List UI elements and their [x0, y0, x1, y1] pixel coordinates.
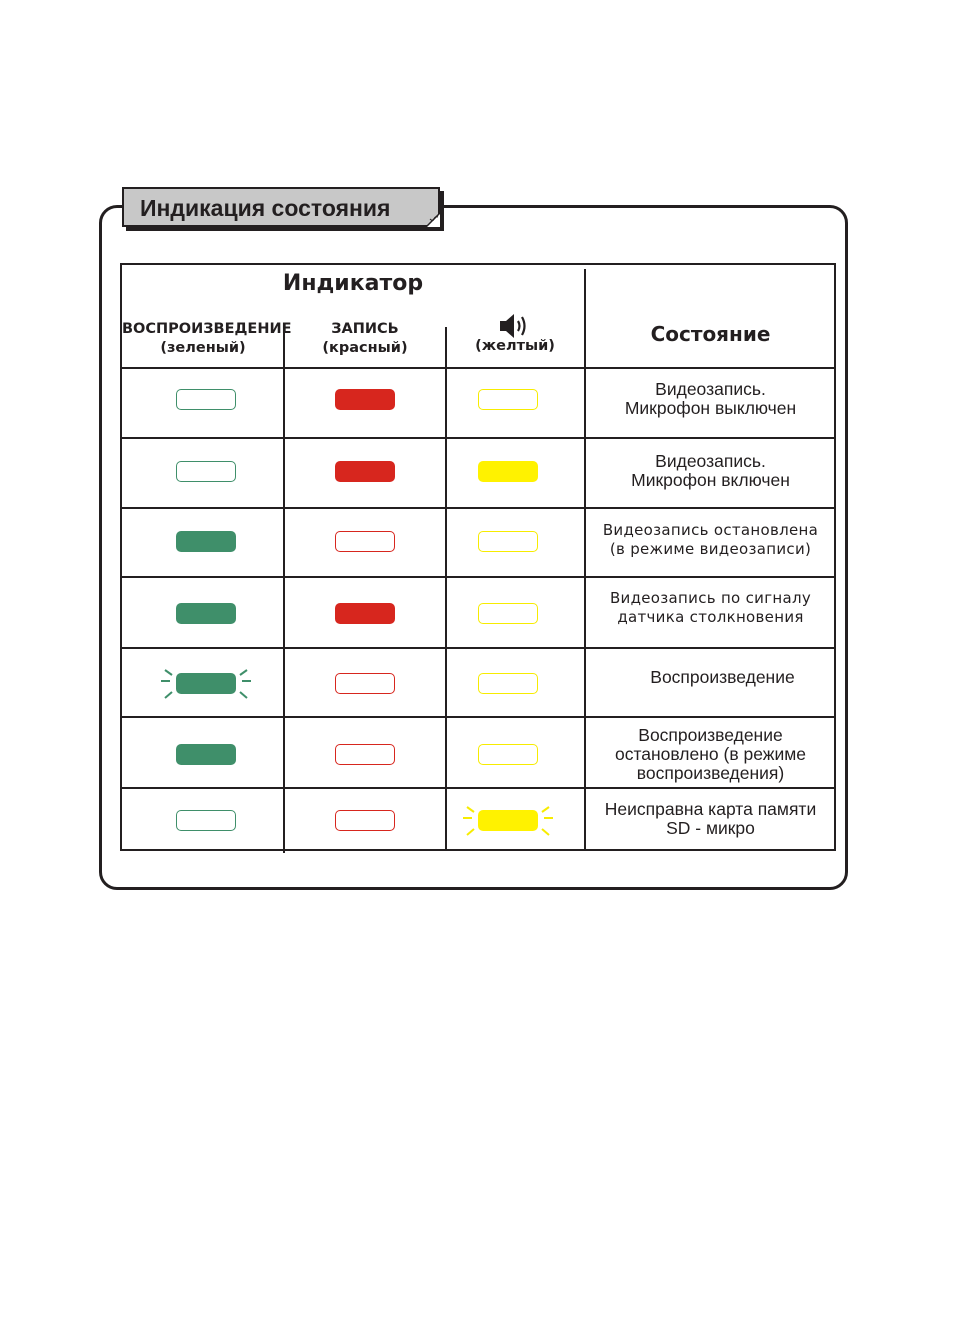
- speaker-icon: [498, 313, 532, 339]
- red-led-row-2: [335, 461, 395, 482]
- yellow-led-row-3: [478, 531, 538, 552]
- red-led-row-7: [335, 810, 395, 831]
- state-text-3: Видеозапись остановлена (в режиме видеозаписи): [602, 521, 819, 558]
- state-text-4: Видеозапись по сигналу датчика столкновения: [609, 589, 812, 626]
- green-led-row-3: [176, 531, 236, 552]
- green-led-row-4: [176, 603, 236, 624]
- section-title: Индикация состояния: [140, 195, 391, 221]
- state-text-6: Воспроизведение остановлено (в режиме воспроизведения): [614, 725, 807, 783]
- state-header: Состояние: [650, 322, 771, 346]
- state-text-1: Видеозапись. Микрофон выключен: [624, 379, 797, 418]
- green-led-row-7: [176, 810, 236, 831]
- green-led-row-2: [176, 461, 236, 482]
- indicator-header: Индикатор: [282, 271, 424, 296]
- column-header-record: ЗАПИСЬ (красный): [322, 321, 408, 356]
- yellow-led-row-6: [478, 744, 538, 765]
- red-led-row-3: [335, 531, 395, 552]
- green-led-row-1: [176, 389, 236, 410]
- section-title-tab: [122, 187, 440, 227]
- page-curl-icon: [426, 213, 440, 227]
- red-led-row-5: [335, 673, 395, 694]
- red-led-row-6: [335, 744, 395, 765]
- red-led-row-1: [335, 389, 395, 410]
- column-header-audio: (желтый): [446, 313, 584, 356]
- yellow-led-row-1: [478, 389, 538, 410]
- yellow-blink-rays-row-7: [453, 796, 563, 846]
- state-text-2: Видеозапись. Микрофон включен: [631, 451, 790, 490]
- green-led-row-6: [176, 744, 236, 765]
- red-led-row-4: [335, 603, 395, 624]
- state-text-7: Неисправна карта памяти SD - микро: [604, 799, 817, 838]
- indicator-table: [120, 263, 836, 851]
- column-header-playback: ВОСПРОИЗВЕДЕНИЕ (зеленый): [122, 321, 292, 356]
- yellow-led-row-4: [478, 603, 538, 624]
- yellow-led-row-5: [478, 673, 538, 694]
- state-text-5: Воспроизведение: [650, 667, 795, 687]
- green-blink-rays-row-5: [151, 659, 261, 709]
- yellow-led-row-2: [478, 461, 538, 482]
